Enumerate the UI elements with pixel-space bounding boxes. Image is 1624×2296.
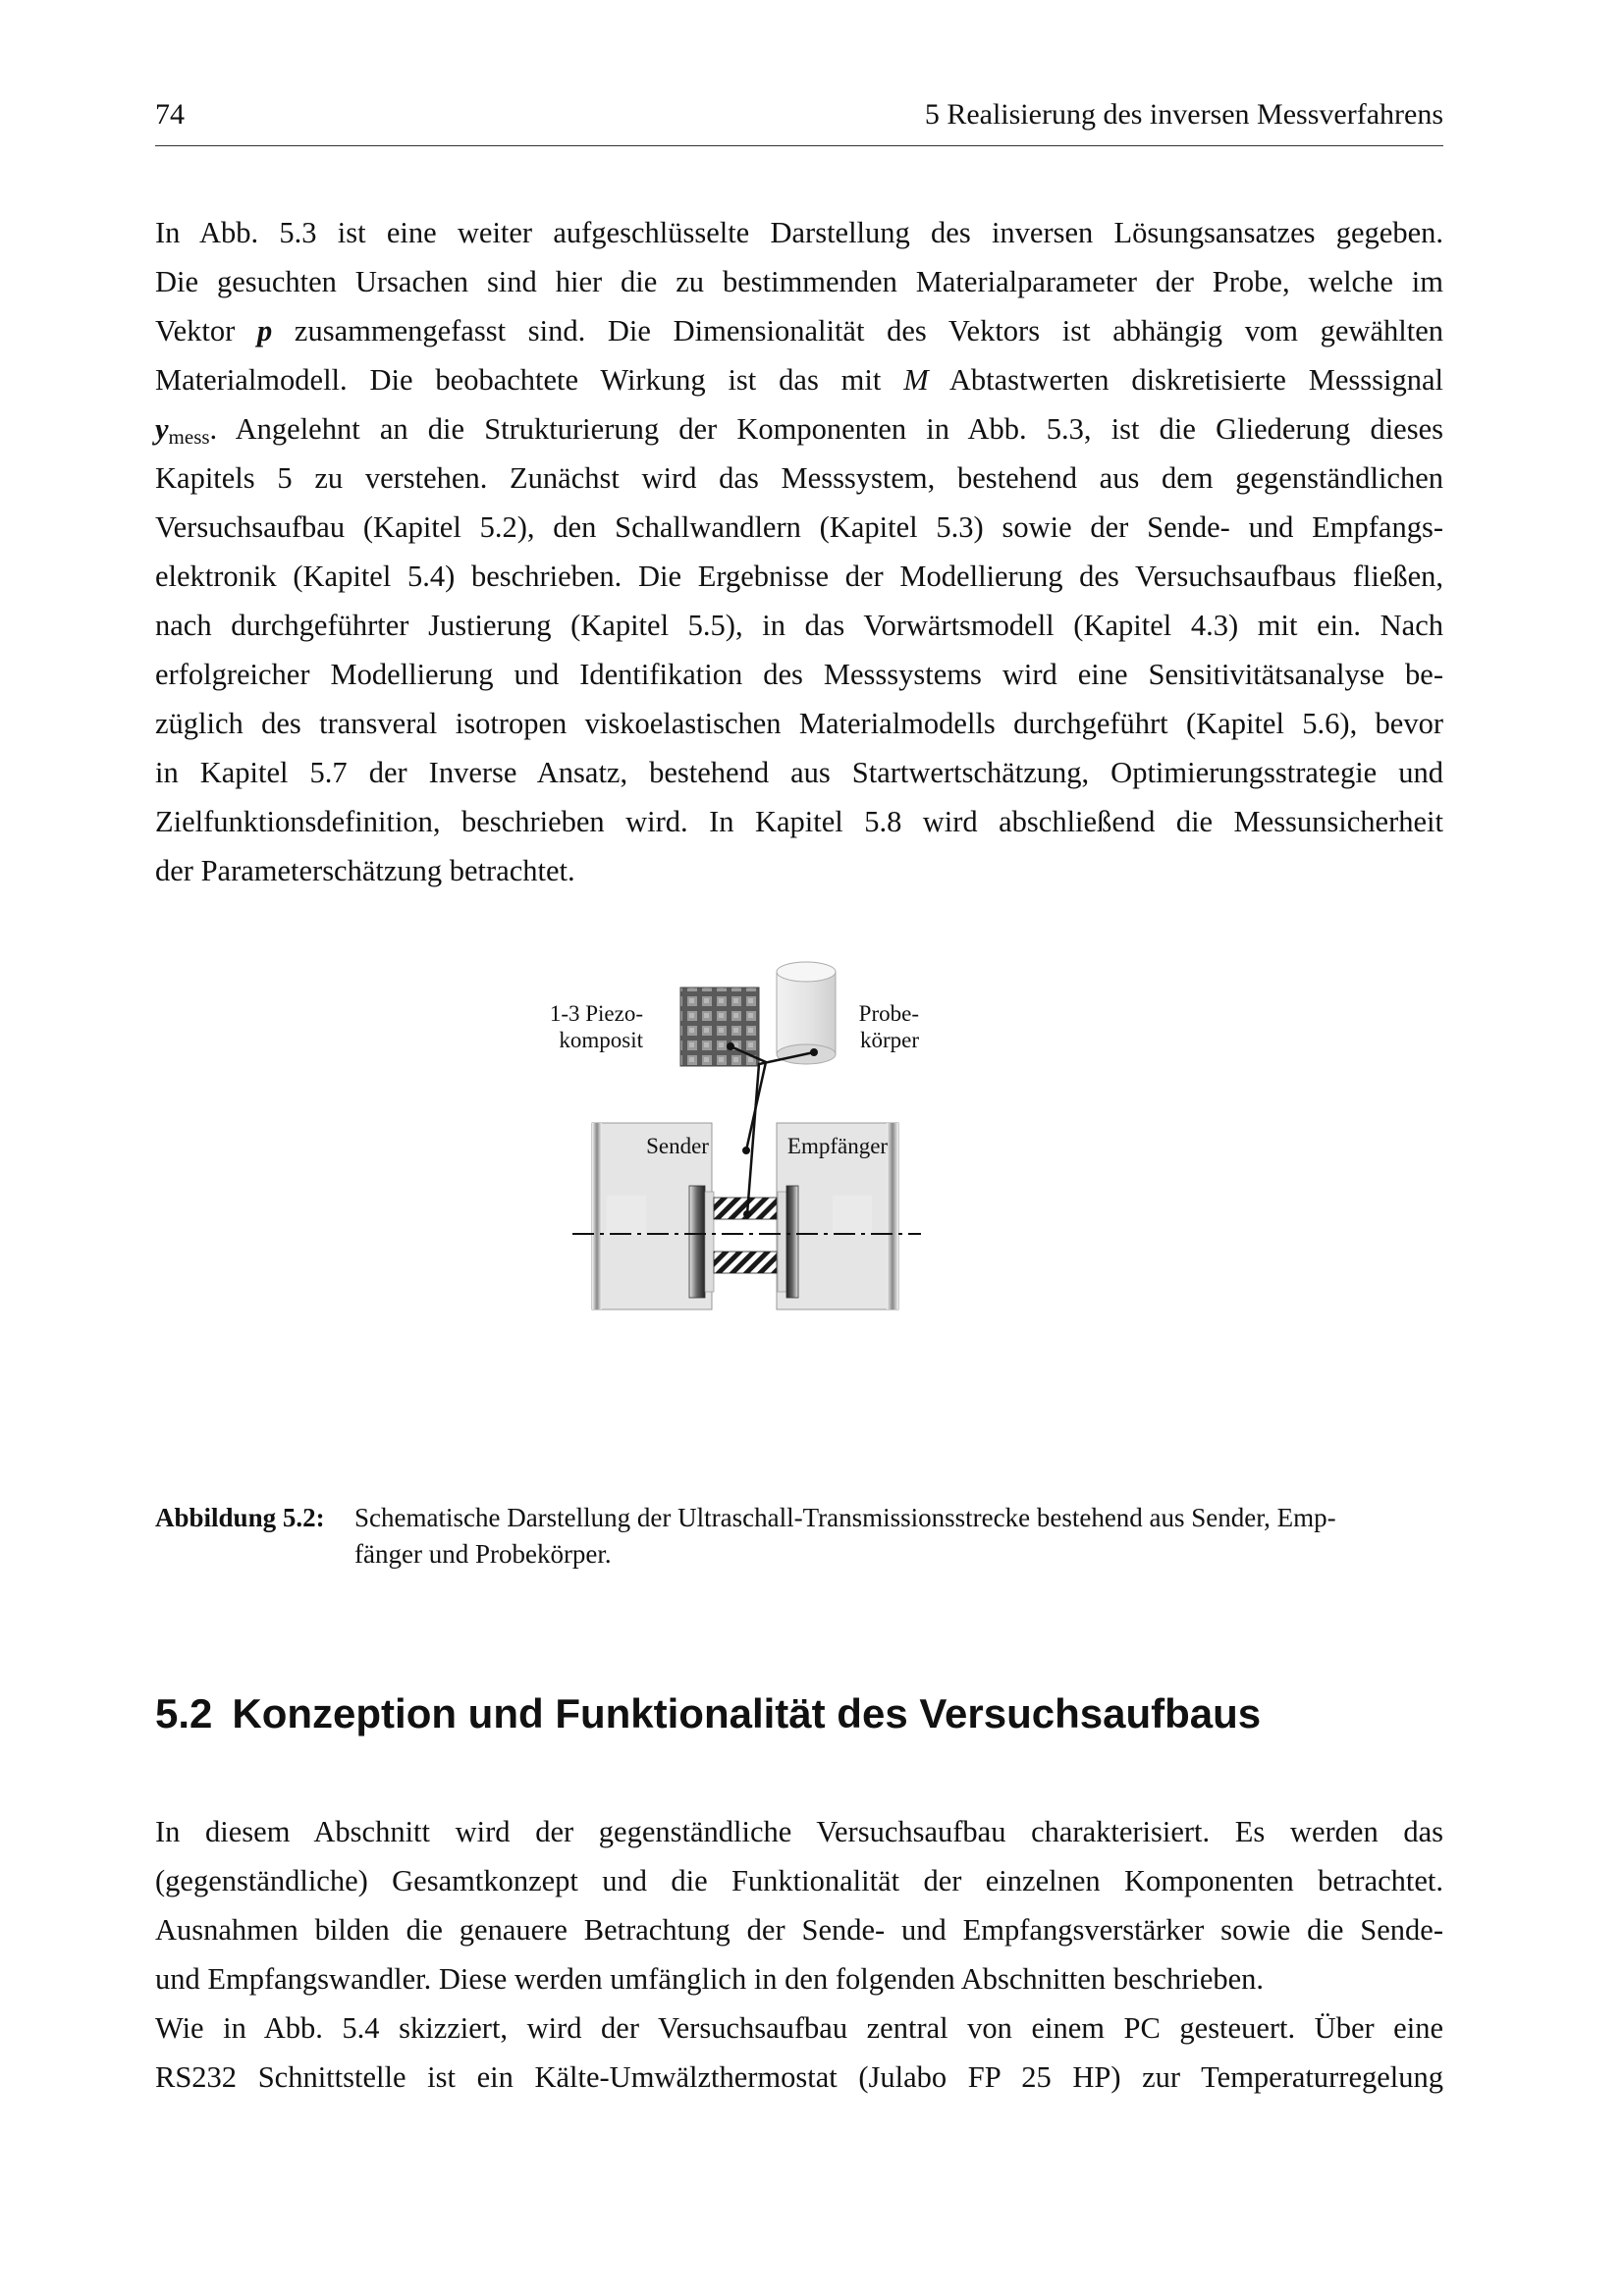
text-line: Ausnahmen bilden die genauere Betrachtung der Sende- und Empfangsverstärker sowie die Sende-	[155, 1913, 1443, 1947]
running-title: 5 Realisierung des inversen Messverfahrens	[924, 98, 1443, 131]
text-line: Versuchsaufbau (Kapitel 5.2), den Schallwandlern (Kapitel 5.3) sowie der Sende- und Empfangs-	[155, 510, 1443, 544]
text-line: und Empfangswandler. Diese werden umfänglich in den folgenden Abschnitten beschrieben.	[155, 1962, 1265, 1996]
label-sender: Sender	[646, 1134, 709, 1158]
text-line: Wie in Abb. 5.4 skizziert, wird der Versuchsaufbau zentral von einem PC gesteuert. Über eine	[155, 2011, 1443, 2045]
intro-paragraph	[155, 208, 1443, 895]
probe-cylinder	[777, 962, 836, 1064]
subscript-mess: mess	[168, 425, 210, 449]
section-title: Konzeption und Funktionalität des Versuchsaufbaus	[232, 1690, 1262, 1736]
label-piezo-line1: 1-3 Piezo-	[549, 1001, 643, 1026]
text-line: nach durchgeführter Justierung (Kapitel 5.5), in das Vorwärtsmodell (Kapitel 4.3) mit ein. Nach	[155, 609, 1443, 642]
receiver-end-cap	[887, 1123, 898, 1309]
text-run: Abtastwerten diskretisierte Messsignal	[928, 363, 1443, 397]
label-empfaenger: Empfänger	[786, 1134, 889, 1158]
vector-p-symbol: p	[257, 314, 273, 347]
text-line: in Kapitel 5.7 der Inverse Ansatz, bestehend aus Startwertschätzung, Optimierungsstrategie und	[155, 756, 1443, 789]
section-heading	[155, 1690, 1261, 1737]
page-number: 74	[155, 98, 185, 131]
text-line: Die gesuchten Ursachen sind hier die zu bestimmenden Materialparameter der Probe, welche im	[155, 265, 1443, 298]
symbol-m: M	[903, 363, 929, 397]
text-run: Vektor	[155, 314, 257, 347]
text-line	[155, 404, 1443, 454]
text-line: der Parameterschätzung betrachtet.	[155, 854, 575, 887]
section-paragraph	[155, 1807, 1443, 2003]
caption-label: Abbildung 5.2:	[155, 1503, 325, 1532]
receiver-transducer	[778, 1186, 798, 1298]
text-line: elektronik (Kapitel 5.4) beschrieben. Die Ergebnisse der Modellierung des Versuchsaufbaus fließen,	[155, 560, 1443, 593]
text-run: zusammengefasst sind. Die Dimensionalität des Vektors ist abhängig vom gewählten	[272, 314, 1443, 347]
vector-y-symbol: y	[155, 412, 169, 446]
text-line: (gegenständliche) Gesamtkonzept und die Funktionalität der einzelnen Komponenten betrachtet.	[155, 1864, 1443, 1897]
caption-line: Schematische Darstellung der Ultraschall-Transmissionsstrecke bestehend aus Sender, Emp-	[354, 1503, 1336, 1532]
text-line	[155, 355, 1443, 404]
label-piezo-line2: komposit	[559, 1028, 643, 1052]
page-header	[155, 98, 1443, 146]
text-line: In diesem Abschnitt wird der gegenständliche Versuchsaufbau charakterisiert. Es werden das	[155, 1815, 1443, 1848]
text-line: In Abb. 5.3 ist eine weiter aufgeschlüsselte Darstellung des inversen Lösungsansatzes gegeben.	[155, 216, 1443, 249]
label-probe-line2: körper	[859, 1028, 919, 1052]
text-line	[155, 306, 1443, 355]
text-line: züglich des transveral isotropen viskoelastischen Materialmodells durchgeführt (Kapitel 5.6), bevor	[155, 707, 1443, 740]
label-probe-line1: Probe-	[858, 1001, 919, 1026]
final-paragraph	[155, 2003, 1443, 2102]
setup-schematic	[538, 950, 1098, 1421]
sender-end-cap	[592, 1123, 602, 1309]
text-run: Materialmodell. Die beobachtete Wirkung ist das mit	[155, 363, 904, 397]
caption-line: fänger und Probekörper.	[354, 1539, 612, 1569]
text-line: erfolgreicher Modellierung und Identifikation des Messsystems wird eine Sensitivitätsanalyse be-	[155, 658, 1443, 691]
section-number: 5.2	[155, 1690, 213, 1736]
figure-transmission-setup	[538, 950, 1098, 1421]
text-run: . Angelehnt an die Strukturierung der Komponenten in Abb. 5.3, ist die Gliederung dieses	[209, 412, 1443, 446]
text-line: Kapitels 5 zu verstehen. Zunächst wird das Messsystem, bestehend aus dem gegenständlichen	[155, 461, 1443, 495]
sender-transducer	[689, 1186, 714, 1298]
specimen-hatched	[714, 1198, 777, 1273]
text-line: RS232 Schnittstelle ist ein Kälte-Umwälzthermostat (Julabo FP 25 HP) zur Temperaturregelung	[155, 2060, 1443, 2094]
text-line: Zielfunktionsdefinition, beschrieben wird. In Kapitel 5.8 wird abschließend die Messunsicherheit	[155, 805, 1443, 838]
